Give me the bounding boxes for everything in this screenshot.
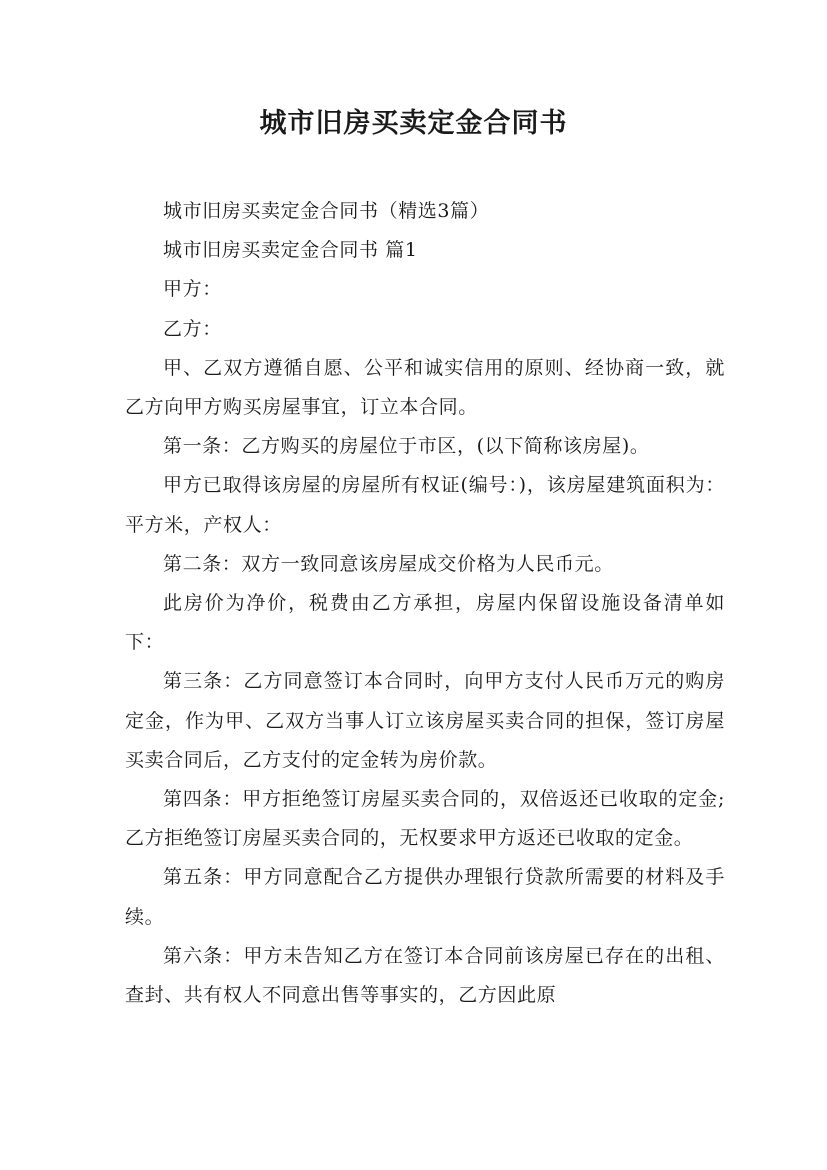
paragraph-article-2: 第二条：双方一致同意该房屋成交价格为人民币元。 bbox=[163, 552, 614, 575]
paragraph-article-6: 第六条：甲方未告知乙方在签订本合同前该房屋已存在的出租、查封、共有权人不同意出售等事实的，乙方因此原 bbox=[125, 944, 725, 1007]
paragraph-preamble: 甲、乙双方遵循自愿、公平和诚实信用的原则、经协商一致，就乙方向甲方购买房屋事宜，订立本合同。 bbox=[125, 356, 725, 419]
paragraph-subtitle: 城市旧房买卖定金合同书（精选3篇） bbox=[163, 200, 490, 222]
paragraph-net-price: 此房价为净价，税费由乙方承担，房屋内保留设施设备清单如下： bbox=[125, 592, 725, 654]
document-title: 城市旧房买卖定金合同书 bbox=[259, 108, 568, 139]
paragraph-article-4: 第四条：甲方拒绝签订房屋买卖合同的，双倍返还已收取的定金;乙方拒绝签订房屋买卖合同的，无权要求甲方返还已收取的定金。 bbox=[125, 788, 725, 850]
document-body bbox=[125, 192, 725, 1015]
paragraph-section-heading: 城市旧房买卖定金合同书 篇1 bbox=[163, 239, 418, 262]
paragraph-party-a: 甲方： bbox=[163, 278, 222, 301]
paragraph-article-5: 第五条：甲方同意配合乙方提供办理银行贷款所需要的材料及手续。 bbox=[125, 866, 725, 928]
paragraph-article-1: 第一条：乙方购买的房屋位于市区，(以下简称该房屋)。 bbox=[163, 435, 650, 458]
paragraph-party-b: 乙方： bbox=[163, 317, 222, 340]
paragraph-article-3: 第三条：乙方同意签订本合同时，向甲方支付人民币万元的购房定金，作为甲、乙双方当事人订立该房屋买卖合同的担保，签订房屋买卖合同后，乙方支付的定金转为房价款。 bbox=[125, 670, 725, 771]
paragraph-ownership: 甲方已取得该房屋的房屋所有权证(编号：)，该房屋建筑面积为：平方米，产权人： bbox=[125, 474, 725, 536]
